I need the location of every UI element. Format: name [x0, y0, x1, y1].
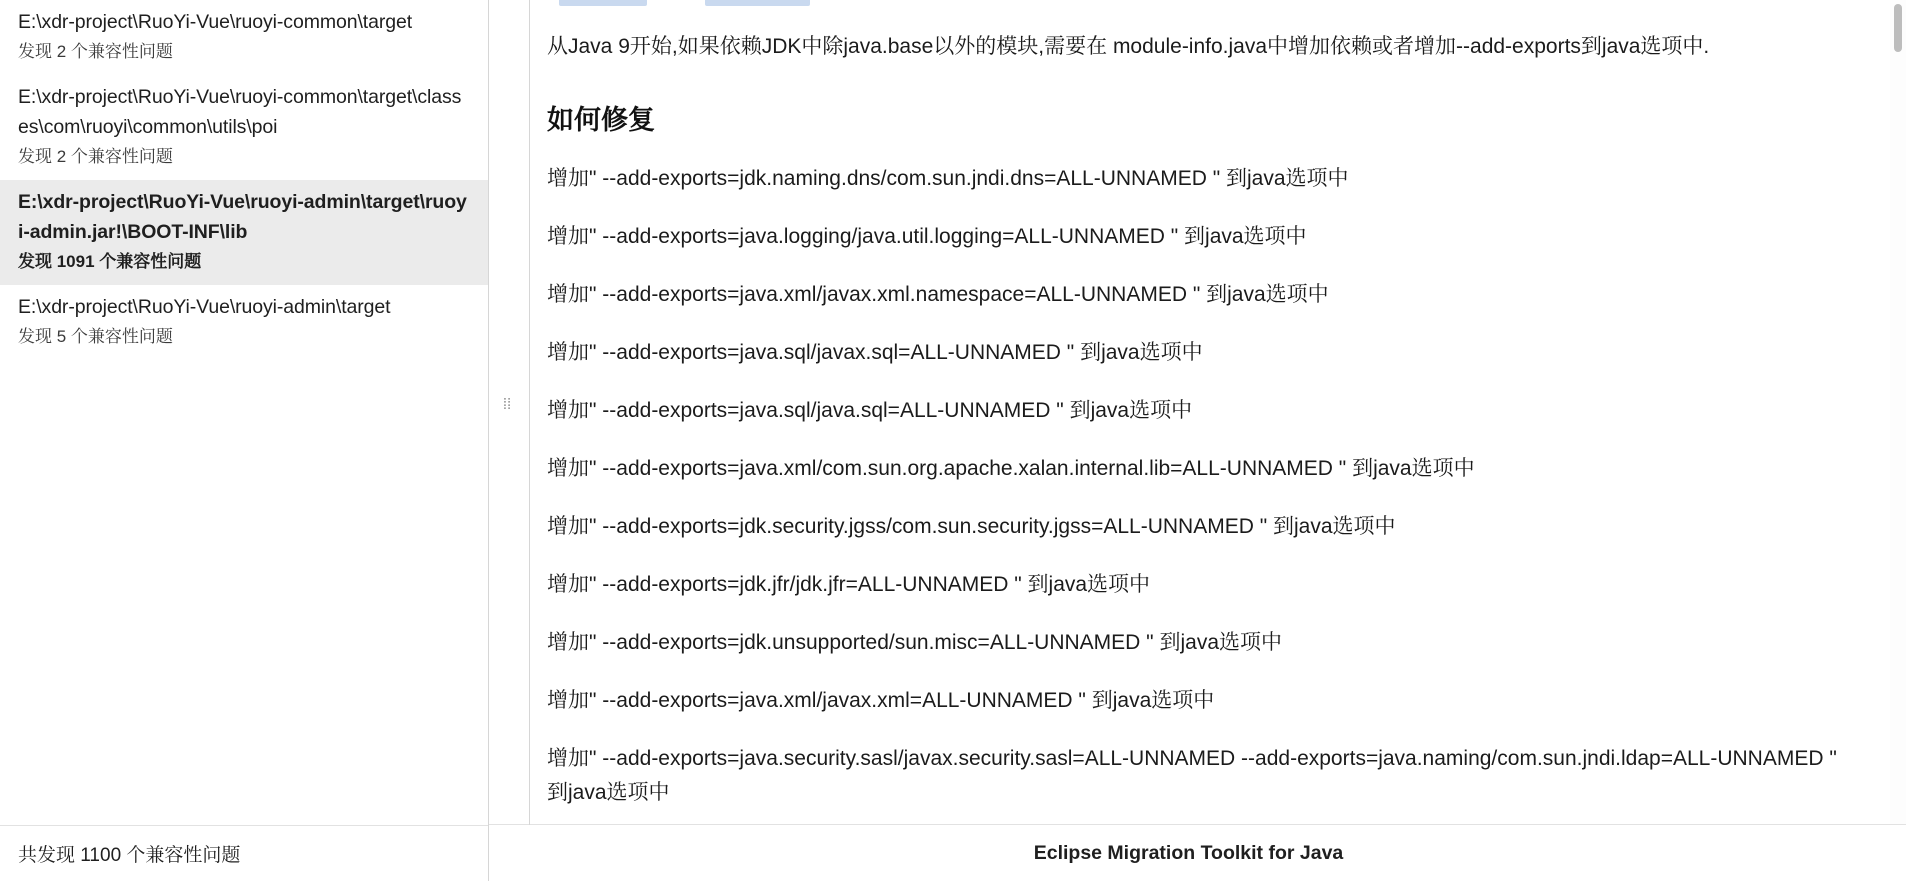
issue-detail-panel [489, 0, 1906, 881]
fix-suggestion: 增加" --add-exports=java.logging/java.util.logging=ALL-UNNAMED " 到java选项中 [547, 225, 1307, 248]
fix-suggestion: 增加" --add-exports=java.sql/java.sql=ALL-UNNAMED " 到java选项中 [547, 399, 1193, 422]
tag-chip [559, 0, 647, 6]
fix-suggestion: 增加" --add-exports=java.xml/javax.xml=ALL-UNNAMED " 到java选项中 [547, 689, 1215, 712]
tag-chip [705, 0, 810, 6]
issue-description: 从Java 9开始,如果依赖JDK中除java.base以外的模块,需要在 module-info.java中增加依赖或者增加--add-exports到java选项中. [547, 35, 1710, 58]
location-issue-count: 发现 2 个兼容性问题 [18, 42, 173, 61]
list-item[interactable] [0, 285, 488, 360]
panel-splitter[interactable] [489, 0, 527, 825]
issue-detail-content [489, 0, 1888, 825]
fix-suggestion: 增加" --add-exports=java.sql/javax.sql=ALL-UNNAMED " 到java选项中 [547, 341, 1203, 364]
list-item[interactable] [0, 0, 488, 75]
fix-suggestion: 增加" --add-exports=java.xml/com.sun.org.apache.xalan.internal.lib=ALL-UNNAMED " 到java选项中 [547, 457, 1475, 480]
fix-suggestion: 增加" --add-exports=java.security.sasl/javax.security.sasl=ALL-UNNAMED --add-exports=java.naming/com.sun.jndi.ldap=ALL-UNNAMED " 到java选项中 [547, 747, 1837, 804]
location-issue-count: 发现 1091 个兼容性问题 [18, 252, 202, 271]
fix-suggestion: 增加" --add-exports=jdk.unsupported/sun.misc=ALL-UNNAMED " 到java选项中 [547, 631, 1282, 654]
fix-suggestion: 增加" --add-exports=jdk.naming.dns/com.sun.jndi.dns=ALL-UNNAMED " 到java选项中 [547, 167, 1349, 190]
fix-suggestion: 增加" --add-exports=jdk.security.jgss/com.sun.security.jgss=ALL-UNNAMED " 到java选项中 [547, 515, 1396, 538]
list-item[interactable] [0, 75, 488, 180]
splitter-grip-icon[interactable]: ⁞⁞ [502, 396, 512, 413]
vertical-scrollbar[interactable] [1890, 0, 1906, 825]
issue-locations-list[interactable] [0, 0, 488, 825]
issue-locations-panel [0, 0, 489, 881]
location-path: E:\xdr-project\RuoYi-Vue\ruoyi-common\target\classes\com\ruoyi\common\utils\poi [18, 86, 462, 138]
app-footer-bar [489, 824, 1906, 881]
splitter-divider [529, 0, 530, 825]
location-path: E:\xdr-project\RuoYi-Vue\ruoyi-admin\target\ruoyi-admin.jar!\BOOT-INF\lib [18, 191, 467, 243]
tag-chips-row [547, 0, 1848, 12]
location-path: E:\xdr-project\RuoYi-Vue\ruoyi-admin\target [18, 296, 391, 318]
how-to-fix-heading: 如何修复 [547, 105, 655, 135]
fix-suggestion: 增加" --add-exports=java.xml/javax.xml.namespace=ALL-UNNAMED " 到java选项中 [547, 283, 1329, 306]
location-path: E:\xdr-project\RuoYi-Vue\ruoyi-common\target [18, 11, 413, 33]
scrollbar-thumb[interactable] [1894, 4, 1902, 52]
fix-suggestion: 增加" --add-exports=jdk.jfr/jdk.jfr=ALL-UNNAMED " 到java选项中 [547, 573, 1151, 596]
location-issue-count: 发现 2 个兼容性问题 [18, 147, 173, 166]
list-item-selected[interactable] [0, 180, 488, 285]
location-issue-count: 发现 5 个兼容性问题 [18, 327, 173, 346]
left-status-bar [0, 825, 488, 881]
app-name-label: Eclipse Migration Toolkit for Java [1033, 841, 1344, 864]
total-issues-status: 共发现 1100 个兼容性问题 [18, 845, 241, 866]
